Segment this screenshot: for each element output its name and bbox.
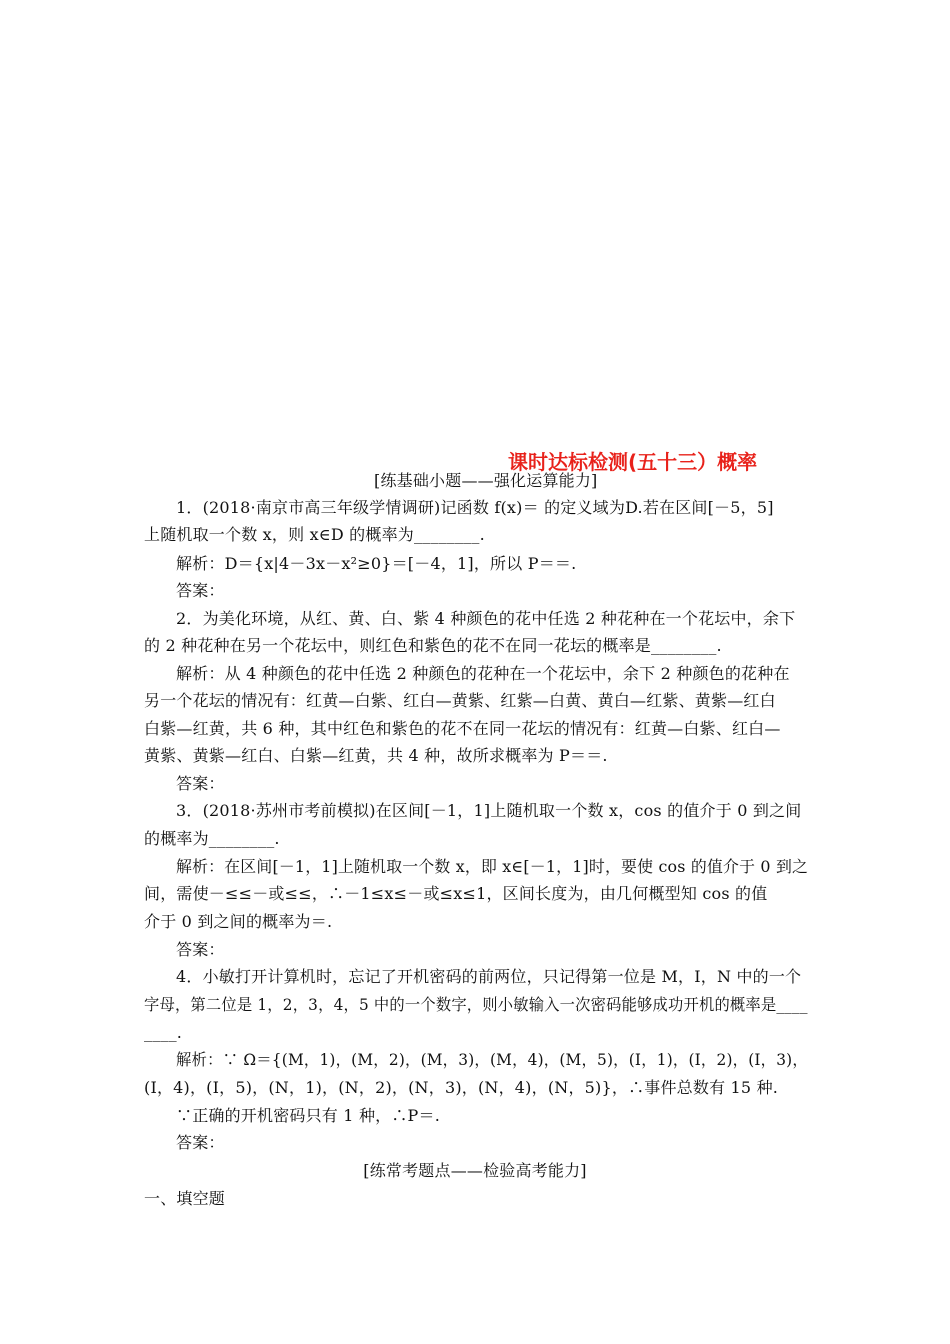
section-heading-exam: [练常考题点——检验高考能力] <box>363 1161 587 1180</box>
q4-solution-1: 解析：∵ Ω＝{(M，1)，(M，2)，(M，3)，(M，4)，(M，5)，(I，1)，(I，2)，(I，3)， <box>176 1050 808 1069</box>
q4-line-1: 4．小敏打开计算机时，忘记了开机密码的前两位，只记得第一位是 M，I，N 中的一个 <box>176 967 802 986</box>
q1-line-2: 上随机取一个数 x，则 x∈D 的概率为________. <box>144 525 485 544</box>
q2-solution-3: 白紫—红黄，共 6 种，其中红色和紫色的花不在同一花坛的情况有：红黄—白紫、红白— <box>144 719 781 738</box>
q3-line-1: 3．(2018·苏州市考前模拟)在区间[－1，1]上随机取一个数 x，cos 的值介于 0 到之间 <box>176 801 802 820</box>
q4-solution-2: (I，4)，(I，5)，(N，1)，(N，2)，(N，3)，(N，4)，(N，5)}，∴事件总数有 15 种. <box>144 1078 779 1097</box>
q2-answer: 答案： <box>176 774 225 793</box>
fill-blank-heading: 一、填空题 <box>144 1189 226 1208</box>
q4-line-2: 字母，第二位是 1，2，3，4，5 中的一个数字，则小敏输入一次密码能够成功开机的概率是____ <box>144 995 808 1014</box>
q3-solution-3: 介于 0 到之间的概率为＝. <box>144 912 333 931</box>
q1-solution: 解析：D＝{x|4－3x－x²≥0}＝[－4，1]，所以 P＝＝. <box>176 554 577 573</box>
q3-solution-2: 间，需使－≤≤－或≤≤，∴－1≤x≤－或≤x≤1，区间长度为，由几何概型知 cos 的值 <box>144 884 768 903</box>
q3-solution-1: 解析：在区间[－1，1]上随机取一个数 x，即 x∈[－1，1]时，要使 cos 的值介于 0 到之 <box>176 857 809 876</box>
q4-answer: 答案： <box>176 1133 225 1152</box>
q2-solution-2: 另一个花坛的情况有：红黄—白紫、红白—黄紫、红紫—白黄、黄白—红紫、黄紫—红白 <box>144 691 776 710</box>
q4-line-3: ____. <box>144 1023 183 1042</box>
q2-solution-1: 解析：从 4 种颜色的花中任选 2 种颜色的花种在一个花坛中，余下 2 种颜色的花种在 <box>176 664 790 683</box>
q3-line-2: 的概率为________. <box>144 829 280 848</box>
q2-line-2: 的 2 种花种在另一个花坛中，则红色和紫色的花不在同一花坛的概率是________. <box>144 636 722 655</box>
q1-answer: 答案： <box>176 581 225 600</box>
q2-solution-4: 黄紫、黄紫—红白、白紫—红黄，共 4 种，故所求概率为 P＝＝. <box>144 746 608 765</box>
q3-answer: 答案： <box>176 940 225 959</box>
q1-line-1: 1．(2018·南京市高三年级学情调研)记函数 f(x)＝ 的定义域为D.若在区间[－5，5] <box>176 498 774 517</box>
page-title: 课时达标检测(五十三）概率 <box>508 450 758 474</box>
section-heading-basic: [练基础小题——强化运算能力] <box>374 471 598 490</box>
q2-line-1: 2．为美化环境，从红、黄、白、紫 4 种颜色的花中任选 2 种花种在一个花坛中，余下 <box>176 609 796 628</box>
q4-solution-3: ∵正确的开机密码只有 1 种，∴P＝. <box>176 1106 441 1125</box>
